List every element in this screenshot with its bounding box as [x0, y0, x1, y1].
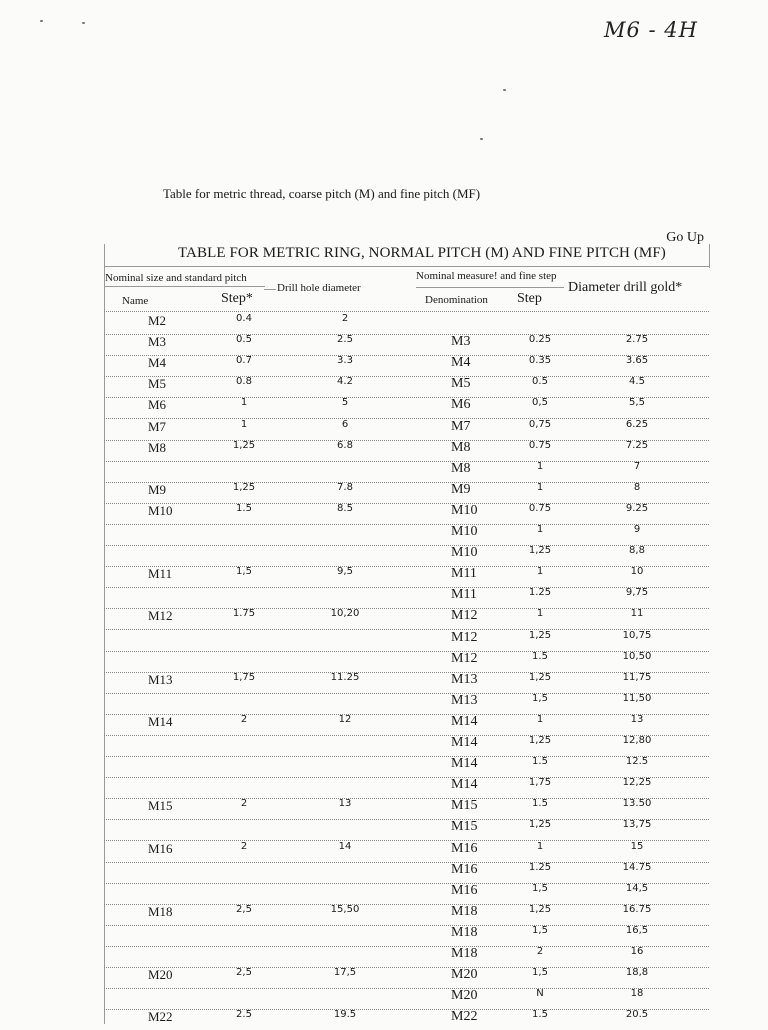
table-row [104, 566, 709, 587]
cell-step: 0.7 [236, 355, 252, 366]
cell-fine-step: 1,25 [528, 672, 552, 683]
table-row [104, 334, 709, 355]
cell-step: 1,5 [236, 566, 252, 577]
cell-fine-drill-diameter: 18 [630, 988, 644, 999]
cell-fine-step: 1,75 [528, 777, 552, 788]
cell-fine-drill-diameter: 9.25 [625, 503, 649, 514]
cell-fine-denomination: M12 [451, 651, 478, 666]
scan-speck [503, 89, 506, 91]
header-underline [104, 311, 709, 312]
cell-drill-diameter: 4.2 [337, 376, 353, 387]
cell-step: 1.75 [232, 608, 256, 619]
cell-fine-drill-diameter: 12,80 [622, 735, 652, 746]
cell-drill-diameter: 6.8 [337, 440, 353, 451]
cell-fine-drill-diameter: 11,75 [622, 672, 652, 683]
table-row [104, 482, 709, 503]
cell-step: 1.5 [236, 503, 252, 514]
cell-step: 0.4 [236, 313, 252, 324]
cell-drill-diameter: 11.25 [330, 672, 360, 683]
cell-step: 1,25 [232, 440, 256, 451]
cell-fine-drill-diameter: 10 [630, 566, 644, 577]
cell-fine-drill-diameter: 10,50 [622, 651, 652, 662]
cell-fine-step: 1,25 [528, 819, 552, 830]
cell-fine-drill-diameter: 16,5 [625, 925, 649, 936]
cell-name: M7 [148, 419, 167, 434]
cell-fine-step: 1,25 [528, 545, 552, 556]
cell-fine-denomination: M14 [451, 756, 478, 771]
header-coarse-rule [105, 286, 265, 287]
cell-name: M20 [148, 967, 173, 982]
cell-fine-denomination: M10 [451, 524, 478, 539]
cell-step: 1 [240, 419, 248, 430]
cell-fine-denomination: M18 [451, 904, 478, 919]
cell-name: M12 [148, 608, 173, 623]
table-row [104, 819, 709, 840]
cell-fine-step: 1,5 [532, 925, 548, 936]
cell-fine-drill-diameter: 5,5 [629, 397, 645, 408]
table-row [104, 925, 709, 946]
cell-fine-denomination: M15 [451, 819, 478, 834]
cell-fine-denomination: M9 [451, 482, 471, 497]
cell-fine-step: 1.5 [532, 798, 548, 809]
cell-fine-drill-diameter: 11 [630, 608, 644, 619]
cell-fine-drill-diameter: 7.25 [625, 440, 649, 451]
cell-fine-drill-diameter: 7 [633, 461, 641, 472]
cell-fine-drill-diameter: 8 [633, 482, 641, 493]
handwritten-annotation: M6 - 4H [604, 18, 698, 42]
table-row [104, 1009, 709, 1030]
cell-name: M22 [148, 1009, 173, 1024]
cell-drill-diameter: 12 [338, 714, 352, 725]
table-right-border [709, 244, 710, 268]
cell-fine-denomination: M16 [451, 862, 478, 877]
cell-name: M3 [148, 334, 167, 349]
cell-fine-denomination: M18 [451, 925, 478, 940]
cell-fine-drill-diameter: 16 [630, 946, 644, 957]
cell-fine-drill-diameter: 12,25 [622, 777, 652, 788]
table-row [104, 630, 709, 651]
cell-fine-step: 1,25 [528, 630, 552, 641]
cell-step: 0.8 [236, 376, 252, 387]
cell-fine-denomination: M13 [451, 672, 478, 687]
cell-fine-drill-diameter: 8,8 [629, 545, 645, 556]
cell-fine-step: 1,5 [532, 693, 548, 704]
scan-speck [40, 20, 43, 22]
header-name: Name [122, 295, 149, 307]
cell-fine-drill-diameter: 20.5 [625, 1009, 649, 1020]
header-drill-diameter: Drill hole diameter [277, 282, 361, 294]
cell-drill-diameter: 3.3 [337, 355, 353, 366]
cell-step: 1,75 [232, 672, 256, 683]
cell-step: 2 [240, 714, 248, 725]
table-row [104, 967, 709, 988]
cell-fine-step: 0,75 [528, 419, 552, 430]
cell-name: M6 [148, 397, 167, 412]
table-row [104, 946, 709, 967]
cell-fine-denomination: M7 [451, 419, 471, 434]
cell-fine-drill-diameter: 14,5 [625, 883, 649, 894]
cell-step: 2.5 [236, 1009, 252, 1020]
cell-drill-diameter: 10,20 [330, 608, 360, 619]
cell-drill-diameter: 8.5 [337, 503, 353, 514]
cell-fine-drill-diameter: 18,8 [625, 967, 649, 978]
cell-fine-step: 1 [536, 461, 544, 472]
table-row [104, 545, 709, 566]
cell-fine-step: 1 [536, 608, 544, 619]
cell-drill-diameter: 14 [338, 841, 352, 852]
cell-fine-denomination: M15 [451, 798, 478, 813]
cell-fine-denomination: M20 [451, 988, 478, 1003]
cell-name: M5 [148, 376, 167, 391]
header-denomination: Denomination [425, 294, 488, 306]
table-row [104, 756, 709, 777]
header-step: Step* [221, 291, 253, 306]
table-row [104, 904, 709, 925]
cell-drill-diameter: 13 [338, 798, 352, 809]
cell-name: M13 [148, 672, 173, 687]
table-row [104, 608, 709, 629]
cell-fine-denomination: M20 [451, 967, 478, 982]
cell-step: 0.5 [236, 334, 252, 345]
cell-name: M9 [148, 482, 167, 497]
cell-step: 2 [240, 798, 248, 809]
cell-name: M2 [148, 313, 167, 328]
cell-drill-diameter: 19.5 [333, 1009, 357, 1020]
cell-fine-step: 0.35 [528, 355, 552, 366]
cell-step: 2,5 [236, 904, 252, 915]
table-row [104, 777, 709, 798]
cell-fine-drill-diameter: 15 [630, 841, 644, 852]
cell-name: M14 [148, 714, 173, 729]
header-coarse-group: Nominal size and standard pitch [105, 272, 247, 284]
table-row [104, 524, 709, 545]
table-row [104, 714, 709, 735]
cell-drill-diameter: 2.5 [337, 334, 353, 345]
table-row [104, 883, 709, 904]
cell-fine-drill-diameter: 6.25 [625, 419, 649, 430]
title-underline [104, 266, 709, 267]
header-fine-group: Nominal measure! and fine step [416, 270, 557, 282]
cell-fine-step: 1 [536, 482, 544, 493]
cell-fine-denomination: M4 [451, 355, 471, 370]
cell-fine-drill-diameter: 3.65 [625, 355, 649, 366]
cell-fine-step: 0.25 [528, 334, 552, 345]
cell-name: M4 [148, 355, 167, 370]
table-row [104, 862, 709, 883]
cell-fine-drill-diameter: 10,75 [622, 630, 652, 641]
cell-fine-step: 1.25 [528, 587, 552, 598]
cell-drill-diameter: 5 [341, 397, 349, 408]
cell-fine-drill-diameter: 11,50 [622, 693, 652, 704]
cell-drill-diameter: 15,50 [330, 904, 360, 915]
cell-fine-step: 1 [536, 841, 544, 852]
table-row [104, 735, 709, 756]
cell-step: 1 [240, 397, 248, 408]
cell-fine-denomination: M18 [451, 946, 478, 961]
table-row [104, 440, 709, 461]
cell-fine-denomination: M14 [451, 777, 478, 792]
table-row [104, 841, 709, 862]
cell-name: M10 [148, 503, 173, 518]
cell-drill-diameter: 17,5 [333, 967, 357, 978]
table-row [104, 376, 709, 397]
cell-fine-step: 1 [536, 566, 544, 577]
cell-fine-drill-diameter: 9,75 [625, 587, 649, 598]
table-row [104, 313, 709, 334]
table-row [104, 693, 709, 714]
cell-fine-denomination: M5 [451, 376, 471, 391]
cell-fine-step: 1 [536, 714, 544, 725]
cell-fine-denomination: M10 [451, 545, 478, 560]
cell-name: M15 [148, 798, 173, 813]
cell-drill-diameter: 6 [341, 419, 349, 430]
cell-fine-denomination: M12 [451, 608, 478, 623]
cell-name: M11 [148, 566, 173, 581]
cell-fine-denomination: M3 [451, 334, 471, 349]
cell-fine-denomination: M14 [451, 714, 478, 729]
cell-fine-step: 1,5 [532, 967, 548, 978]
cell-fine-drill-diameter: 4.5 [629, 376, 645, 387]
cell-name: M16 [148, 841, 173, 856]
cell-fine-step: 2 [536, 946, 544, 957]
cell-fine-drill-diameter: 9 [633, 524, 641, 535]
cell-fine-step: N [536, 988, 544, 999]
cell-fine-step: 0,5 [532, 397, 548, 408]
table-row [104, 587, 709, 608]
cell-step: 1,25 [232, 482, 256, 493]
table-row [104, 988, 709, 1009]
intro-caption: Table for metric thread, coarse pitch (M) and fine pitch (MF) [163, 186, 481, 201]
cell-fine-step: 1,25 [528, 904, 552, 915]
table-row [104, 503, 709, 524]
cell-drill-diameter: 7.8 [337, 482, 353, 493]
cell-fine-drill-diameter: 2.75 [625, 334, 649, 345]
cell-fine-denomination: M8 [451, 440, 471, 455]
cell-fine-denomination: M16 [451, 883, 478, 898]
cell-fine-drill-diameter: 12.5 [625, 756, 649, 767]
cell-fine-step: 1.5 [532, 756, 548, 767]
cell-fine-drill-diameter: 13 [630, 714, 644, 725]
cell-name: M18 [148, 904, 173, 919]
cell-fine-denomination: M12 [451, 630, 478, 645]
cell-fine-step: 1.5 [532, 1009, 548, 1020]
cell-fine-step: 0.5 [532, 376, 548, 387]
cell-step: 2 [240, 841, 248, 852]
cell-drill-diameter: 9,5 [337, 566, 353, 577]
header-fine-drill: Diameter drill gold* [568, 280, 683, 295]
table-row [104, 355, 709, 376]
cell-fine-denomination: M16 [451, 841, 478, 856]
cell-fine-denomination: M13 [451, 693, 478, 708]
cell-name: M8 [148, 440, 167, 455]
cell-fine-step: 0.75 [528, 503, 552, 514]
cell-fine-drill-diameter: 13.50 [622, 798, 652, 809]
table-row [104, 798, 709, 819]
header-fine-step: Step [517, 291, 542, 306]
table-row [104, 397, 709, 418]
cell-fine-drill-diameter: 14.75 [622, 862, 652, 873]
scan-speck [82, 22, 85, 24]
cell-fine-denomination: M6 [451, 397, 471, 412]
cell-fine-denomination: M14 [451, 735, 478, 750]
cell-fine-step: 0.75 [528, 440, 552, 451]
cell-drill-diameter: 2 [341, 313, 349, 324]
cell-fine-step: 1,5 [532, 883, 548, 894]
table-row [104, 672, 709, 693]
cell-fine-denomination: M11 [451, 566, 477, 581]
table-title: TABLE FOR METRIC RING, NORMAL PITCH (M) AND FINE PITCH (MF) [178, 245, 666, 261]
header-fine-rule [416, 287, 564, 288]
scan-speck [480, 138, 483, 140]
cell-fine-denomination: M8 [451, 461, 471, 476]
cell-fine-drill-diameter: 16.75 [622, 904, 652, 915]
cell-fine-denomination: M11 [451, 587, 477, 602]
cell-fine-step: 1 [536, 524, 544, 535]
cell-fine-denomination: M10 [451, 503, 478, 518]
table-row [104, 461, 709, 482]
header-drill-leader [264, 289, 276, 290]
cell-fine-step: 1,25 [528, 735, 552, 746]
table-row [104, 651, 709, 672]
cell-step: 2,5 [236, 967, 252, 978]
go-up-link[interactable]: Go Up [666, 230, 704, 245]
cell-fine-step: 1.25 [528, 862, 552, 873]
cell-fine-denomination: M22 [451, 1009, 478, 1024]
cell-fine-step: 1.5 [532, 651, 548, 662]
cell-fine-drill-diameter: 13,75 [622, 819, 652, 830]
table-row [104, 419, 709, 440]
